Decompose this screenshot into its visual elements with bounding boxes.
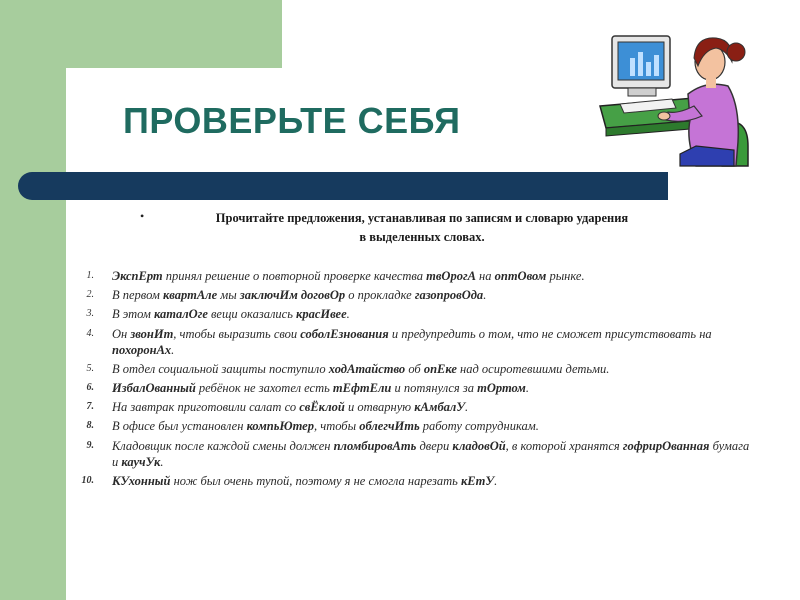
stressed-word: опЕке xyxy=(423,361,457,376)
stressed-word: квартАле xyxy=(162,288,218,303)
stressed-word: ходАтайство xyxy=(328,361,406,376)
sentence-text: работу сотрудникам. xyxy=(419,419,539,434)
item-number: 9. xyxy=(86,439,94,451)
sentence-text: . xyxy=(483,288,487,303)
sentence-text: Кладовщик после каждой смены должен xyxy=(112,438,334,453)
sentence-text: . xyxy=(160,454,164,469)
sentence-text: ребёнок не захотел есть xyxy=(195,380,333,395)
item-number: 4. xyxy=(86,327,94,339)
sentence-text: Он xyxy=(112,326,131,341)
sentence-text: . xyxy=(494,473,498,488)
sentence-text: В первом xyxy=(112,288,163,303)
sentence-item xyxy=(70,380,750,396)
stressed-word: твОрогА xyxy=(426,269,476,283)
sentence-text: на xyxy=(475,269,495,283)
sentence-text: принял решение о повторной проверке качества xyxy=(162,269,427,283)
stressed-word: облегчИть xyxy=(359,419,420,434)
sentence-text: о прокладке xyxy=(345,288,415,303)
stressed-word: звонИт xyxy=(130,326,174,341)
item-number: 5. xyxy=(86,362,94,374)
sentence-text: рынке. xyxy=(546,269,585,283)
sentence-item xyxy=(70,473,750,489)
sentence-text: двери xyxy=(416,438,453,453)
sentence-text: . xyxy=(171,342,175,357)
title-divider-bar-end xyxy=(650,172,668,200)
item-number: 1. xyxy=(86,270,94,281)
instruction xyxy=(140,209,700,247)
stressed-word: соболЕзнования xyxy=(300,326,389,341)
stressed-word: ИзбалОванный xyxy=(112,380,196,395)
sentence-text: вещи оказались xyxy=(207,307,297,322)
sentence-text: , чтобы xyxy=(313,419,360,434)
sentence-text: и отварную xyxy=(344,400,415,415)
stressed-word: тОртом xyxy=(477,380,526,395)
stressed-word: похоронАх xyxy=(112,342,172,357)
sentence-text: , в которой хранятся xyxy=(505,438,623,453)
sentence-text: , чтобы выразить свои xyxy=(173,326,301,341)
slide-title: ПРОВЕРЬТЕ СЕБЯ xyxy=(123,100,461,141)
sentence-text: . xyxy=(346,307,350,322)
stressed-word: каталОге xyxy=(154,307,208,322)
stressed-word: каучУк xyxy=(121,454,161,469)
title-divider-bar xyxy=(18,172,668,200)
item-number: 3. xyxy=(86,308,94,320)
stressed-word: договОр xyxy=(300,288,346,303)
sentence-item xyxy=(70,399,750,415)
sentence-list xyxy=(70,268,750,492)
stressed-word: ЭкспЕрт xyxy=(112,269,163,283)
sentence-text: . xyxy=(465,400,469,415)
sentence-text: В этом xyxy=(112,307,155,322)
stressed-word: компьЮтер xyxy=(246,419,314,434)
sentence-text: бумага и xyxy=(112,438,750,469)
sentence-text: об xyxy=(405,361,424,376)
stressed-word: кАмбалУ xyxy=(414,400,466,415)
stressed-word: тЕфтЕли xyxy=(332,380,392,395)
item-number: 7. xyxy=(86,401,94,413)
bullet: • xyxy=(140,209,145,223)
stressed-word: кЕтУ xyxy=(460,473,495,488)
green-side-band xyxy=(0,0,66,600)
sentence-text: В офисе был установлен xyxy=(112,419,247,434)
stressed-word: заключИм xyxy=(239,288,298,303)
sentence-text: и предупредить о том, что не сможет присутствовать на xyxy=(388,326,712,341)
sentence-item xyxy=(70,287,750,303)
sentence-text: над осиротевшими детьми. xyxy=(456,361,610,376)
instruction-line-1: Прочитайте предложения, устанавливая по записям и словарю ударения xyxy=(215,211,629,225)
sentence-item xyxy=(70,361,750,377)
stressed-word: красИвее xyxy=(296,307,347,322)
instruction-text xyxy=(172,209,672,247)
stressed-word: гофрирОванная xyxy=(622,438,710,453)
sentence-text: . xyxy=(525,380,529,395)
sentence-item xyxy=(70,438,750,470)
stressed-word: кладовОй xyxy=(452,438,506,453)
stressed-word: оптОвом xyxy=(494,269,547,283)
sentence-text: В отдел социальной защиты поступило xyxy=(112,361,329,376)
stressed-word: пломбировАть xyxy=(333,438,417,453)
green-top-band xyxy=(0,0,282,68)
rounded-corner xyxy=(66,68,126,128)
sentence-text: мы xyxy=(217,288,240,303)
item-number: 2. xyxy=(86,289,94,301)
item-number: 10. xyxy=(81,474,94,486)
sentence-item xyxy=(70,268,750,284)
sentence-text: На завтрак приготовили салат со xyxy=(112,400,300,415)
sentence-text: и потянулся за xyxy=(391,380,478,395)
item-number: 6. xyxy=(86,381,94,393)
stressed-word: КУхонный xyxy=(112,473,171,488)
instruction-line-2: в выделенных словах. xyxy=(359,230,485,244)
sentence-item xyxy=(70,306,750,322)
sentence-text: нож был очень тупой, поэтому я не смогла нарезать xyxy=(170,473,461,488)
stressed-word: газопровОда xyxy=(414,288,484,303)
sentence-item xyxy=(70,418,750,434)
sentence-item xyxy=(70,326,750,358)
stressed-word: свЁклой xyxy=(299,400,345,415)
woman-at-computer-icon xyxy=(598,28,758,168)
item-number: 8. xyxy=(86,420,94,432)
